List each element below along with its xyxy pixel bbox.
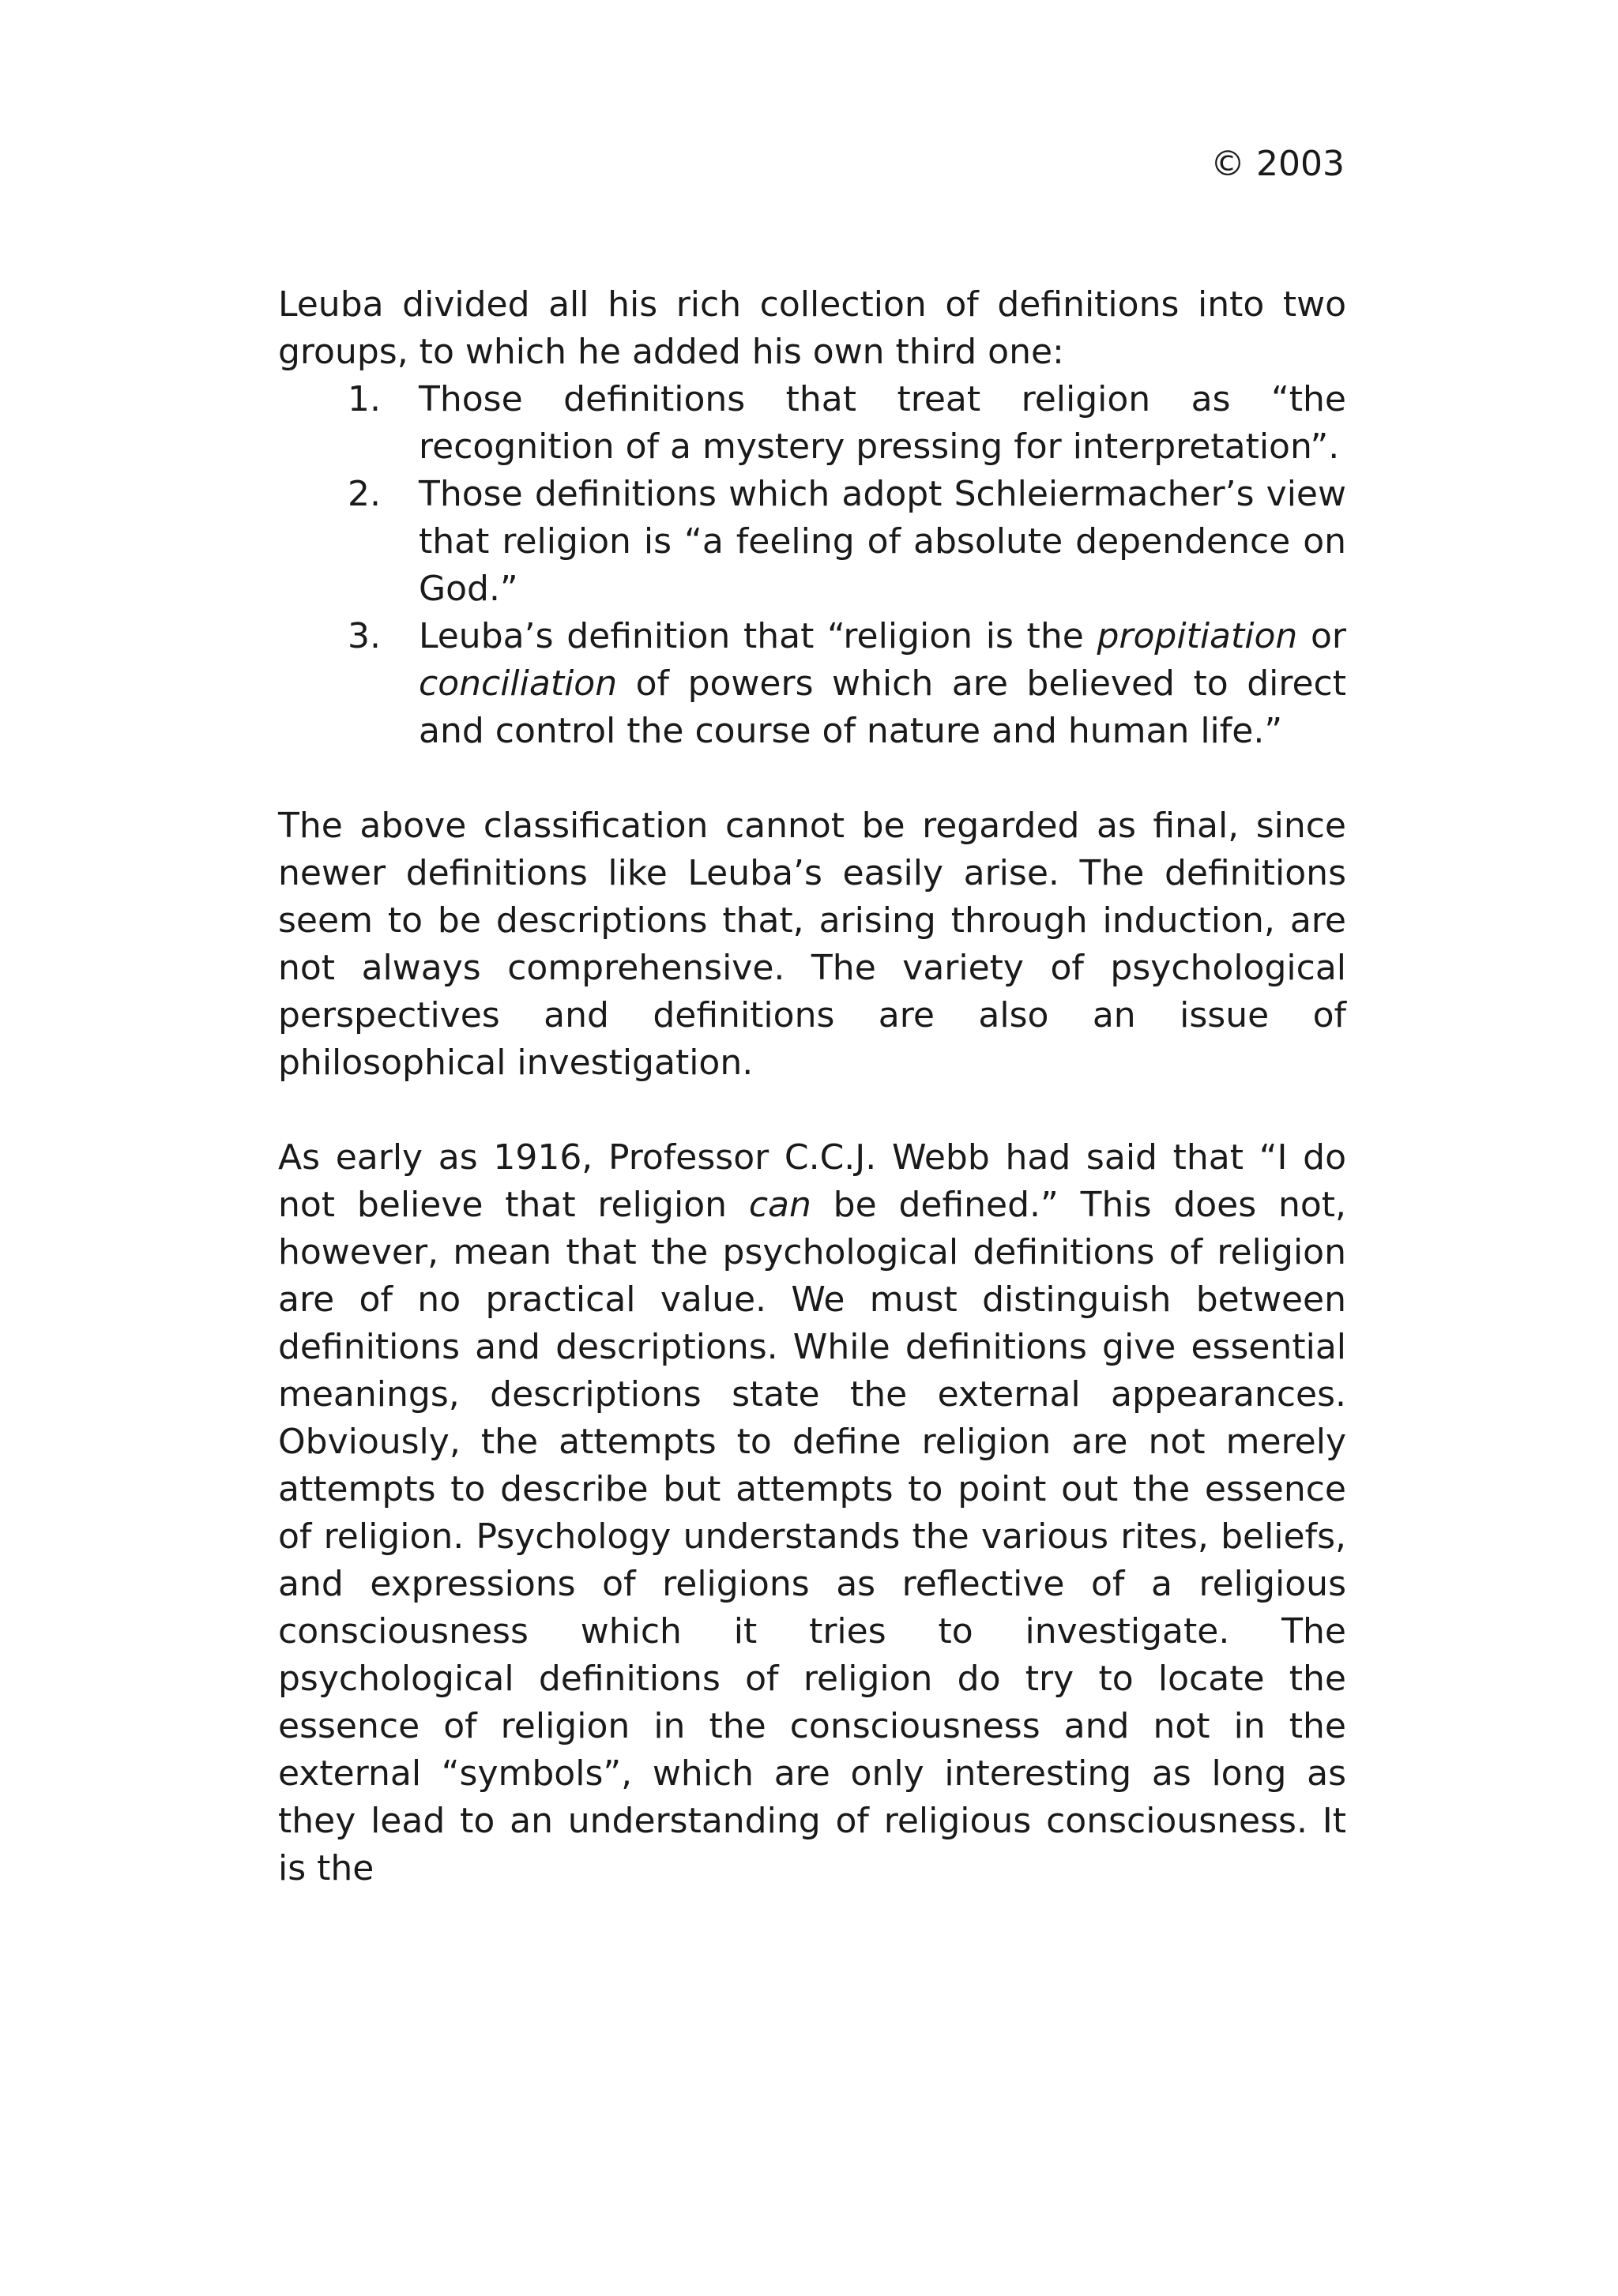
- emphasis-conciliation: conciliation: [419, 663, 618, 704]
- copyright-header: © 2003: [1210, 144, 1345, 184]
- definition-text: Those definitions which adopt Schleiermacher’s view that religion is “a feeling of absolute dependence on God.”: [419, 474, 1346, 609]
- definition-item-2: [278, 471, 1346, 613]
- webb-paragraph: [278, 1134, 1346, 1892]
- document-body: [278, 281, 1346, 1892]
- definition-item-3: [278, 613, 1346, 755]
- definitions-list: [278, 376, 1346, 755]
- list-number: 1.: [348, 379, 381, 419]
- definition-item-1: [278, 376, 1346, 471]
- definition-text: Those definitions that treat religion as “the recognition of a mystery pressing for interpretation”.: [419, 379, 1346, 467]
- intro-paragraph: Leuba divided all his rich collection of definitions into two groups, to which he added his own third one:: [278, 284, 1346, 372]
- list-number: 2.: [348, 474, 381, 514]
- paragraph-text: As early as 1916, Professor C.C.J. Webb had said that “I do not believe that religion: [278, 1137, 1346, 1225]
- definition-text: or: [1297, 616, 1346, 656]
- list-number: 3.: [348, 616, 381, 656]
- classification-paragraph: The above classification cannot be regarded as final, since newer definitions like Leuba’s easily arise. The definitions seem to be descriptions that, arising through induction, are not always comprehensive. The variety of psychological perspectives and definitions are also an issue of philosophical investigation.: [278, 806, 1346, 1083]
- definition-text: Leuba’s definition that “religion is the: [419, 616, 1097, 656]
- emphasis-can: can: [748, 1185, 811, 1225]
- emphasis-propitiation: propitiation: [1097, 616, 1298, 656]
- definition-text: of powers which are believed to direct and control the course of nature and human life.”: [419, 663, 1346, 751]
- paragraph-text: be defined.” This does not, however, mean that the psychological definitions of religion are of no practical value. We must distinguish between definitions and descriptions. While definitions give essential meanings, descriptions state the external appearances. Obviously, the attempts to define religion are not merely attempts to describe but attempts to point out the essence of religion. Psychology understands the various rites, beliefs, and expressions of religions as reflective of a religious consciousness which it tries to investigate. The psychological definitions of religion do try to locate the essence of religion in the consciousness and not in the external “symbols”, which are only interesting as long as they lead to an understanding of religious consciousness. It is the: [278, 1185, 1346, 1888]
